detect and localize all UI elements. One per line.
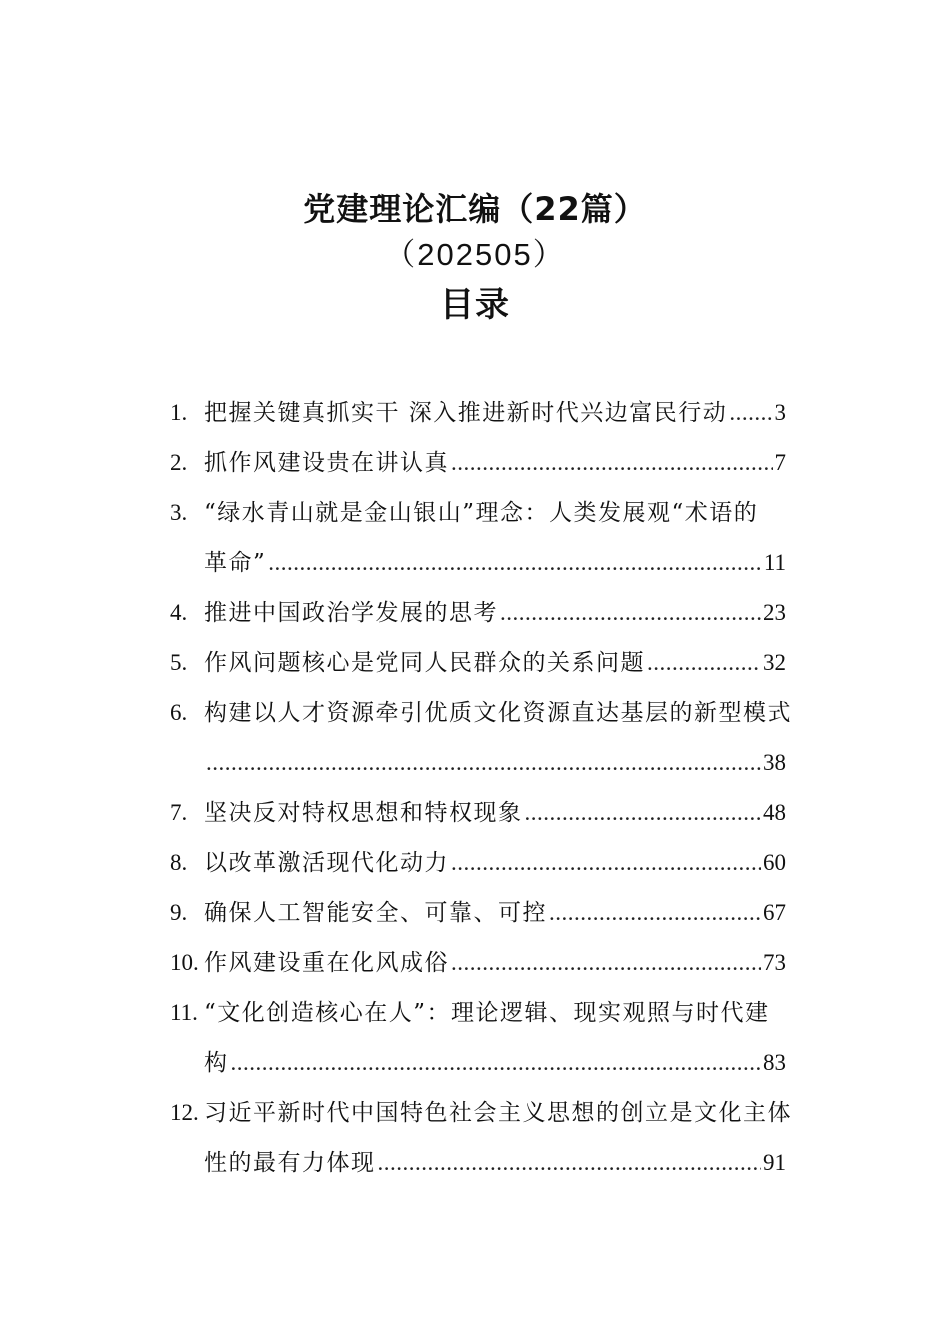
toc-entry-line bbox=[204, 738, 786, 788]
toc-entry[interactable] bbox=[170, 588, 820, 638]
toc-page-number: 3 bbox=[774, 400, 786, 425]
toc-entry-title: 把握关键真抓实干 深入推进新时代兴边富民行动 bbox=[204, 400, 728, 426]
toc-entry-title: 抓作风建设贵在讲认真 bbox=[204, 450, 449, 476]
toc-dot-leader bbox=[231, 1038, 762, 1088]
toc-dot-leader bbox=[500, 588, 761, 638]
toc-dot-leader bbox=[378, 1138, 762, 1188]
toc-entry[interactable] bbox=[170, 638, 820, 688]
toc-entry-number: 1. bbox=[170, 400, 188, 425]
toc-page-number: 67 bbox=[763, 900, 786, 925]
toc-entry[interactable] bbox=[170, 888, 820, 938]
document-date: （202505） bbox=[384, 237, 566, 272]
toc-entry-body bbox=[204, 838, 786, 888]
toc-entry-number: 12. bbox=[170, 1100, 199, 1125]
toc-page-number: 11 bbox=[763, 550, 786, 575]
toc-dot-leader bbox=[451, 938, 761, 988]
toc-entry-number: 10. bbox=[170, 950, 199, 975]
toc-entry-line bbox=[204, 638, 786, 688]
toc-entry[interactable] bbox=[170, 938, 820, 988]
toc-entry-line bbox=[204, 838, 786, 888]
toc-entry-number: 2. bbox=[170, 450, 188, 475]
toc-entry-number: 5. bbox=[170, 650, 188, 675]
toc-dot-leader bbox=[206, 738, 761, 788]
document-title: 党建理论汇编（22篇） bbox=[303, 190, 647, 228]
toc-entry-number: 6. bbox=[170, 700, 188, 725]
toc-entry-line bbox=[204, 1138, 786, 1188]
toc-entry-body bbox=[204, 1088, 792, 1188]
toc-dot-leader bbox=[647, 638, 761, 688]
toc-entry-body bbox=[204, 388, 786, 438]
toc-entry-body bbox=[204, 688, 792, 788]
toc-entry[interactable] bbox=[170, 438, 820, 488]
toc-entry-number: 9. bbox=[170, 900, 188, 925]
toc-entry-line bbox=[204, 438, 786, 488]
toc-entry-body bbox=[204, 988, 786, 1088]
toc-page-number: 73 bbox=[763, 950, 786, 975]
toc-entry-number: 11. bbox=[170, 1000, 198, 1025]
toc-entry-line bbox=[204, 988, 786, 1038]
toc-entry-line bbox=[204, 788, 786, 838]
toc-page-number: 48 bbox=[763, 800, 786, 825]
toc-entry-title: 以改革激活现代化动力 bbox=[204, 850, 449, 876]
toc-entry-line bbox=[204, 538, 786, 588]
toc-entry-title: 构建以人才资源牵引优质文化资源直达基层的新型模式 bbox=[204, 700, 792, 726]
toc-entry-body bbox=[204, 788, 786, 838]
toc-entry-line bbox=[204, 588, 786, 638]
toc-page-number: 7 bbox=[774, 450, 786, 475]
toc-entry[interactable] bbox=[170, 388, 820, 438]
toc-entry[interactable] bbox=[170, 488, 820, 588]
toc-entry-line bbox=[204, 1088, 792, 1138]
toc-entry[interactable] bbox=[170, 838, 820, 888]
toc-entry[interactable] bbox=[170, 1088, 820, 1188]
toc-dot-leader bbox=[451, 838, 761, 888]
toc-entry-body bbox=[204, 638, 786, 688]
toc-entry-title: 习近平新时代中国特色社会主义思想的创立是文化主体 bbox=[204, 1100, 792, 1126]
toc-page-number: 32 bbox=[763, 650, 786, 675]
toc-entry-body bbox=[204, 488, 786, 588]
toc-page-number: 23 bbox=[763, 600, 786, 625]
toc-entry-line bbox=[204, 388, 786, 438]
toc-entry-title: 确保人工智能安全、可靠、可控 bbox=[204, 900, 547, 926]
toc-entry-line bbox=[204, 888, 786, 938]
title-block bbox=[0, 186, 950, 328]
toc-entry-line bbox=[204, 488, 786, 538]
toc-entry-body bbox=[204, 888, 786, 938]
toc-entry-title: 性的最有力体现 bbox=[204, 1150, 376, 1176]
toc-entry-title: 革命” bbox=[204, 550, 267, 576]
toc-entry-body bbox=[204, 438, 786, 488]
toc-entry[interactable] bbox=[170, 688, 820, 788]
toc-page-number: 38 bbox=[763, 750, 786, 775]
toc-dot-leader bbox=[268, 538, 762, 588]
toc-entry-body bbox=[204, 588, 786, 638]
toc-entry-title: 推进中国政治学发展的思考 bbox=[204, 600, 498, 626]
toc-entry-line bbox=[204, 688, 792, 738]
table-of-contents bbox=[170, 388, 820, 1188]
toc-page-number: 60 bbox=[763, 850, 786, 875]
toc-entry-title: 坚决反对特权思想和特权现象 bbox=[204, 800, 523, 826]
toc-entry-title: “绿水青山就是金山银山”理念：人类发展观“术语的 bbox=[204, 500, 759, 526]
toc-dot-leader bbox=[451, 438, 773, 488]
toc-dot-leader bbox=[549, 888, 761, 938]
toc-entry-title: 作风建设重在化风成俗 bbox=[204, 950, 449, 976]
toc-dot-leader bbox=[729, 388, 772, 438]
toc-entry-title: 作风问题核心是党同人民群众的关系问题 bbox=[204, 650, 645, 676]
toc-dot-leader bbox=[525, 788, 762, 838]
toc-entry-number: 8. bbox=[170, 850, 188, 875]
toc-page-number: 91 bbox=[763, 1150, 786, 1175]
toc-entry-title: 构 bbox=[204, 1050, 229, 1076]
toc-entry[interactable] bbox=[170, 788, 820, 838]
toc-entry-line bbox=[204, 938, 786, 988]
toc-entry-number: 3. bbox=[170, 500, 188, 525]
toc-entry[interactable] bbox=[170, 988, 820, 1088]
toc-entry-title: “文化创造核心在人”：理论逻辑、现实观照与时代建 bbox=[204, 1000, 770, 1026]
toc-page-number: 83 bbox=[763, 1050, 786, 1075]
toc-entry-number: 4. bbox=[170, 600, 188, 625]
toc-entry-number: 7. bbox=[170, 800, 188, 825]
toc-heading: 目录 bbox=[440, 285, 510, 325]
toc-entry-body bbox=[204, 938, 786, 988]
toc-entry-line bbox=[204, 1038, 786, 1088]
